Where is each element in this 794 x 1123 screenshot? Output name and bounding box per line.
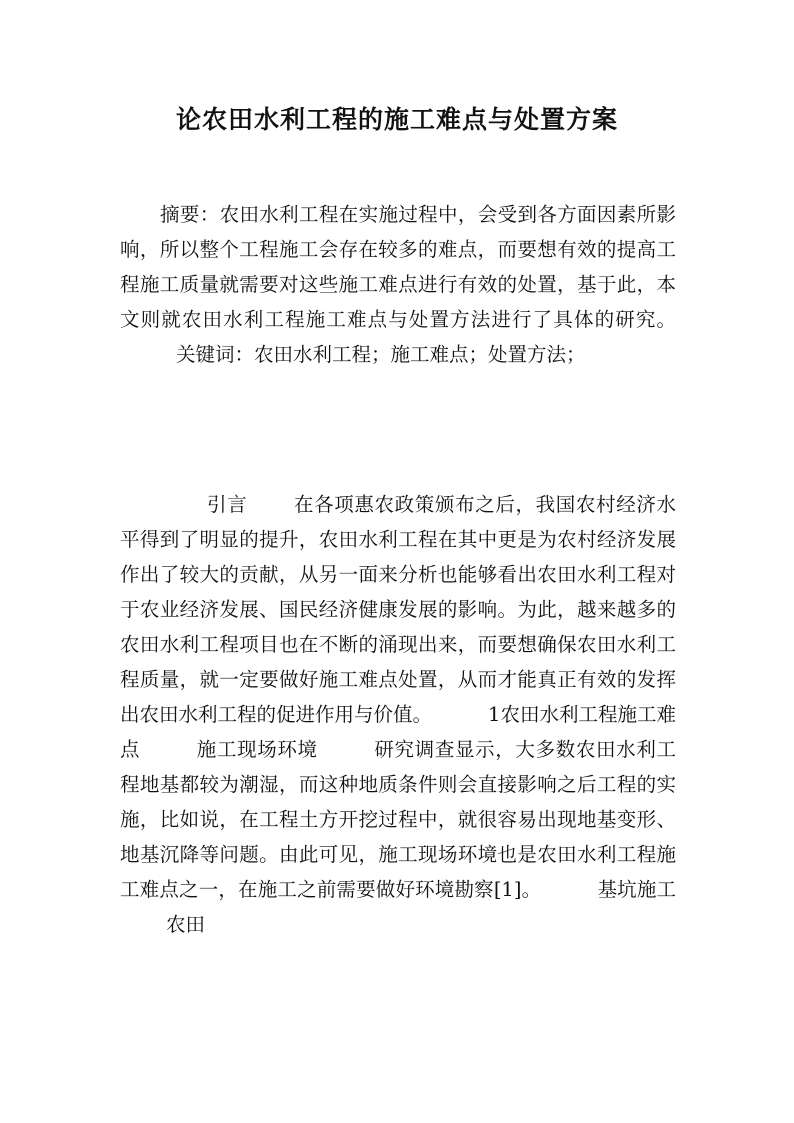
abstract-paragraph bbox=[120, 197, 676, 372]
main-paragraph bbox=[120, 487, 676, 942]
section1-text: 研究调查显示，大多数农田水利工程地基都较为潮湿，而这种地质条件则会直接影响之后工程的实施，比如说，在工程土方开挖过程中，就很容易出现地基变形、地基沉降等问题。由此可见，施工现场环境也是农田水利工程施工难点之一，在施工之前需要做好环境勘察[1]。 bbox=[120, 738, 676, 901]
document-title: 论农田水利工程的施工难点与处置方案 bbox=[175, 105, 618, 134]
keywords-text: 关键词：农田水利工程；施工难点；处置方法； bbox=[176, 343, 586, 366]
introduction-heading: 引言 bbox=[207, 493, 248, 516]
section1-subheading: 施工现场环境 bbox=[196, 738, 318, 761]
section1-heading: 1农田水利工程施工难点 bbox=[120, 703, 676, 761]
introduction-text: 在各项惠农政策颁布之后，我国农村经济水平得到了明显的提升，农田水利工程在其中更是为农村经济发展作出了较大的贡献，从另一面来分析也能够看出农田水利工程对于农业经济发展、国民经济健康发展的影响。为此，越来越多的农田水利工程项目也在不断的涌现出来，而要想确保农田水利工程质量，就一定要做好施工难点处置，从而才能真正有效的发挥出农田水利工程的促进作用与价值。 bbox=[120, 493, 676, 726]
section2-text: 农田 bbox=[166, 913, 206, 936]
abstract-text: 摘要：农田水利工程在实施过程中，会受到各方面因素所影响，所以整个工程施工会存在较多的难点，而要想有效的提高工程施工质量就需要对这些施工难点进行有效的处置，基于此，本文则就农田水利工程施工难点与处置方法进行了具体的研究。 bbox=[120, 203, 676, 331]
section2-subheading: 基坑施工 bbox=[597, 878, 676, 901]
